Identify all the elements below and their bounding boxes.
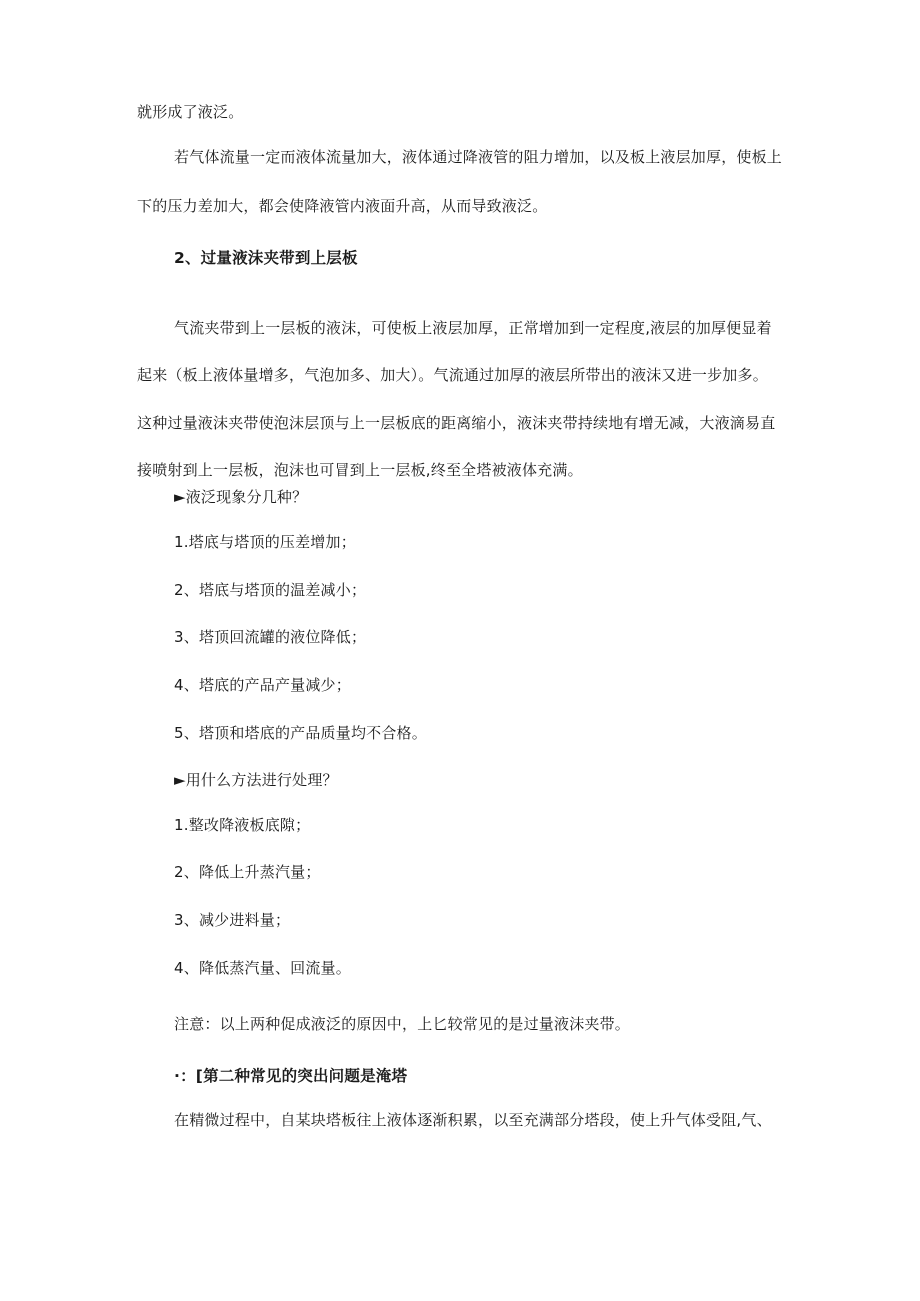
question-2: ►用什么方法进行处理？ (174, 771, 338, 789)
paragraph-2-line-2: 起来（板上液体量增多，气泡加多、加大）。气流通过加厚的液层所带出的液沫又进一步加多。 (137, 366, 768, 384)
paragraph-2-line-3: 这种过量液沫夹带使泡沫层顶与上一层板底的距离缩小，液沫夹带持续地有增无减，大液滴易直 (137, 414, 776, 432)
list-item: 4、降低蒸汽量、回流量。 (174, 959, 351, 977)
intro-tail-text: 就形成了液泛。 (137, 103, 244, 121)
paragraph-1-line-1: 若气体流量一定而液体流量加大，液体通过降液管的阻力增加，以及板上液层加厚，使板上 (174, 148, 783, 166)
note-text: 注意：以上两种促成液泛的原因中，上匕较常见的是过量液沫夹带。 (174, 1015, 631, 1033)
paragraph-1-line-2: 下的压力差加大，都会使降液管内液面升高，从而导致液泛。 (137, 197, 548, 215)
list-item: 1.整改降液板底隙； (174, 816, 311, 834)
list-item: 3、减少进料量； (174, 911, 291, 929)
list-item: 3、塔顶回流罐的液位降低； (174, 628, 367, 646)
list-item: 1.塔底与塔顶的压差增加； (174, 533, 356, 551)
paragraph-3-line-1: 在精微过程中，自某块塔板往上液体逐渐积累，以至充满部分塔段，使上升气体受阻,气、 (174, 1111, 772, 1129)
list-item: 5、塔顶和塔底的产品质量均不合格。 (174, 724, 427, 742)
paragraph-2-line-1: 气流夹带到上一层板的液沫，可使板上液层加厚，正常增加到一定程度,液层的加厚便显着 (174, 319, 772, 337)
list-item: 2、塔底与塔顶的温差减小； (174, 581, 367, 599)
list-item: 4、塔底的产品产量减少； (174, 676, 351, 694)
paragraph-2-line-4: 接喷射到上一层板，泡沫也可冒到上一层板,终至全塔被液体充满。 (137, 461, 583, 479)
section-3-heading: ·：[第二种常见的突出问题是淹塔 (174, 1067, 408, 1085)
section-2-heading: 2、过量液沫夹带到上层板 (174, 249, 358, 267)
list-item: 2、降低上升蒸汽量； (174, 863, 321, 881)
question-1: ►液泛现象分几种？ (174, 488, 308, 506)
